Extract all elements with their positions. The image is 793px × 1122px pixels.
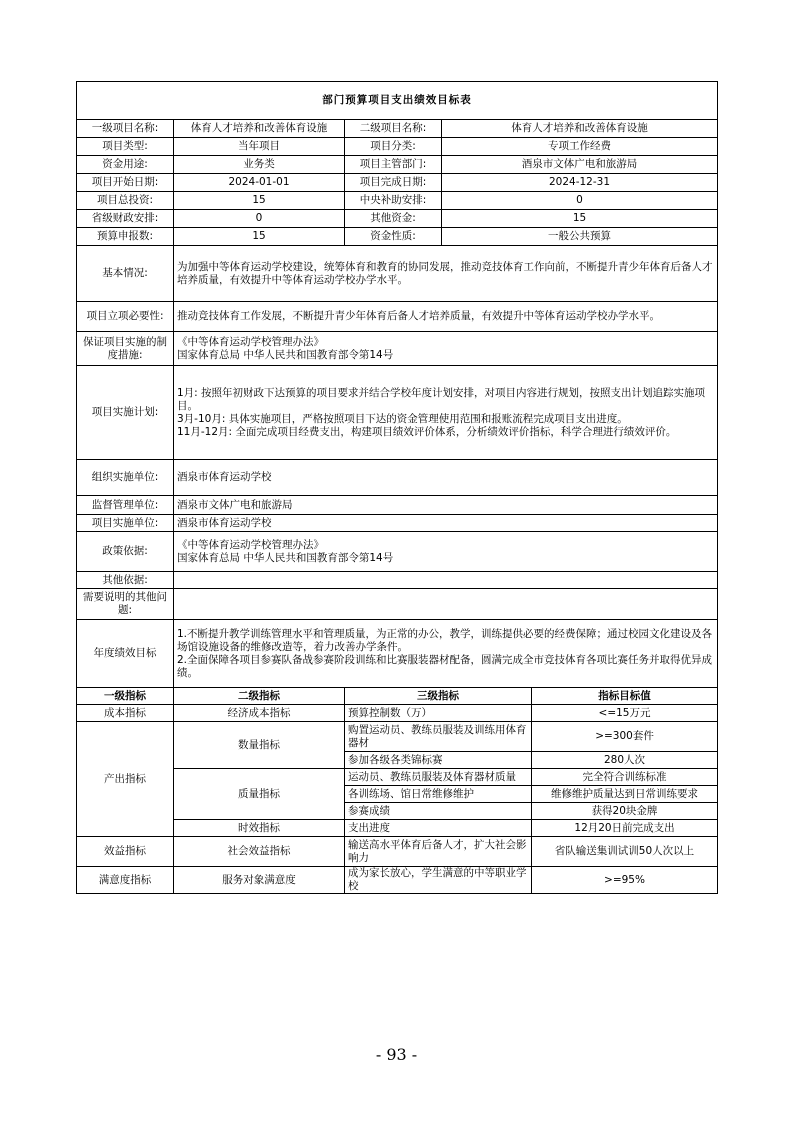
time-l3: 支出进度: [345, 820, 532, 837]
info-value: 专项工作经费: [442, 138, 718, 156]
benefit-l2: 社会效益指标: [174, 837, 345, 867]
cost-l2: 经济成本指标: [174, 705, 345, 722]
info-label: 项目总投资:: [77, 192, 174, 210]
info-label: 省级财政安排:: [77, 210, 174, 228]
q2-value: 280人次: [532, 752, 718, 769]
info-label: 二级项目名称:: [345, 120, 442, 138]
plan-label: 项目实施计划:: [77, 366, 174, 460]
impl-unit-label: 项目实施单位:: [77, 515, 174, 532]
impl-unit-row: [77, 515, 718, 532]
org-unit-row: [77, 460, 718, 496]
other-notes-row: [77, 589, 718, 620]
benefit-value: 省队输送集训试训50人次以上: [532, 837, 718, 867]
info-value: 15: [442, 210, 718, 228]
table-row: [77, 820, 718, 837]
plan-row: [77, 366, 718, 460]
cost-l3: 预算控制数（万）: [345, 705, 532, 722]
info-row: [77, 174, 718, 192]
output-l1: 产出指标: [77, 722, 174, 837]
m2-l3: 各训练场、馆日常维修维护: [345, 786, 532, 803]
info-label: 项目分类:: [345, 138, 442, 156]
time-l2: 时效指标: [174, 820, 345, 837]
table-row: [77, 722, 718, 752]
policy-row: [77, 532, 718, 572]
cost-value: <=15万元: [532, 705, 718, 722]
info-value: 0: [174, 210, 345, 228]
performance-table-sheet: [76, 81, 717, 894]
m2-value: 维修维护质量达到日常训练要求: [532, 786, 718, 803]
basic-label: 基本情况:: [77, 246, 174, 302]
info-label: 预算申报数:: [77, 228, 174, 246]
info-value: 当年项目: [174, 138, 345, 156]
annual-goal-label: 年度绩效目标: [77, 620, 174, 688]
info-value: 2024-12-31: [442, 174, 718, 192]
policy-text: 《中等体育运动学校管理办法》 国家体育总局 中华人民共和国教育部令第14号: [174, 532, 718, 572]
header-level2: 二级指标: [174, 688, 345, 705]
info-value: 一般公共预算: [442, 228, 718, 246]
satisfaction-l3: 成为家长放心，学生满意的中等职业学校: [345, 867, 532, 894]
guarantee-label: 保证项目实施的制度措施:: [77, 332, 174, 366]
info-value: 体育人才培养和改善体育设施: [442, 120, 718, 138]
org-unit-text: 酒泉市体育运动学校: [174, 460, 718, 496]
benefit-l1: 效益指标: [77, 837, 174, 867]
m1-l3: 运动员、教练员服装及体育器材质量: [345, 769, 532, 786]
table-row: [77, 867, 718, 894]
necessity-text: 推动竞技体育工作发展，不断提升青少年体育后备人才培养质量，有效提升中等体育运动学校办学水平。: [174, 302, 718, 332]
info-value: 0: [442, 192, 718, 210]
info-row: [77, 120, 718, 138]
info-value: 业务类: [174, 156, 345, 174]
performance-goal-table: [76, 81, 718, 894]
info-value: 15: [174, 228, 345, 246]
m1-value: 完全符合训练标准: [532, 769, 718, 786]
time-value: 12月20日前完成支出: [532, 820, 718, 837]
basic-row: [77, 246, 718, 302]
info-label: 一级项目名称:: [77, 120, 174, 138]
annual-goal-row: [77, 620, 718, 688]
cost-l1: 成本指标: [77, 705, 174, 722]
table-row: [77, 837, 718, 867]
other-basis-label: 其他依据:: [77, 572, 174, 589]
info-value: 15: [174, 192, 345, 210]
info-label: 资金性质:: [345, 228, 442, 246]
info-value: 体育人才培养和改善体育设施: [174, 120, 345, 138]
table-title: 部门预算项目支出绩效目标表: [77, 82, 718, 120]
info-value: 酒泉市文体广电和旅游局: [442, 156, 718, 174]
info-label: 项目完成日期:: [345, 174, 442, 192]
indicator-header-row: [77, 688, 718, 705]
guarantee-row: [77, 332, 718, 366]
info-label: 资金用途:: [77, 156, 174, 174]
guarantee-text: 《中等体育运动学校管理办法》 国家体育总局 中华人民共和国教育部令第14号: [174, 332, 718, 366]
m3-value: 获得20块金牌: [532, 803, 718, 820]
org-unit-label: 组织实施单位:: [77, 460, 174, 496]
info-row: [77, 228, 718, 246]
table-row: [77, 769, 718, 786]
info-label: 其他资金:: [345, 210, 442, 228]
necessity-label: 项目立项必要性:: [77, 302, 174, 332]
impl-unit-text: 酒泉市体育运动学校: [174, 515, 718, 532]
benefit-l3: 输送高水平体育后备人才，扩大社会影响力: [345, 837, 532, 867]
basic-text: 为加强中等体育运动学校建设，统筹体育和教育的协同发展，推动竞技体育工作向前，不断提升青少年体育后备人才培养质量，有效提升中等体育运动学校办学水平。: [174, 246, 718, 302]
other-basis-row: [77, 572, 718, 589]
table-row: [77, 705, 718, 722]
supervise-label: 监督管理单位:: [77, 496, 174, 515]
info-label: 项目类型:: [77, 138, 174, 156]
other-notes-text: [174, 589, 718, 620]
info-row: [77, 138, 718, 156]
info-row: [77, 192, 718, 210]
supervise-text: 酒泉市文体广电和旅游局: [174, 496, 718, 515]
satisfaction-l1: 满意度指标: [77, 867, 174, 894]
info-label: 项目主管部门:: [345, 156, 442, 174]
info-row: [77, 156, 718, 174]
satisfaction-l2: 服务对象满意度: [174, 867, 345, 894]
satisfaction-value: >=95%: [532, 867, 718, 894]
page-number: - 93 -: [375, 1045, 418, 1064]
supervise-row: [77, 496, 718, 515]
necessity-row: [77, 302, 718, 332]
header-level3: 三级指标: [345, 688, 532, 705]
other-basis-text: [174, 572, 718, 589]
info-value: 2024-01-01: [174, 174, 345, 192]
q2-l3: 参加各级各类锦标赛: [345, 752, 532, 769]
m3-l3: 参赛成绩: [345, 803, 532, 820]
header-target: 指标目标值: [532, 688, 718, 705]
annual-goal-text: 1.不断提升教学训练管理水平和管理质量，为正常的办公，教学，训练提供必要的经费保障；通过校园文化建设及各场馆设施设备的维修改造等，着力改善办学条件。 2.全面保障各项目参赛队备战参赛阶段训练和比赛服装器材配备，圆满完成全市竞技体育各项比赛任务并取得优异成绩。: [174, 620, 718, 688]
info-row: [77, 210, 718, 228]
q1-l3: 购置运动员、教练员服装及训练用体育器材: [345, 722, 532, 752]
info-label: 中央补助安排:: [345, 192, 442, 210]
info-label: 项目开始日期:: [77, 174, 174, 192]
plan-text: 1月: 按照年初财政下达预算的项目要求并结合学校年度计划安排，对项目内容进行规划，按照支出计划追踪实施项目。 3月-10月: 具体实施项目，严格按照项目下达的资金管理使用范围和报账流程完成项目支出进度。 11月-12月: 全面完成项目经费支出，构建项目绩效评价体系，分析绩效评价指标，科学合理进行绩效评价。: [174, 366, 718, 460]
policy-label: 政策依据:: [77, 532, 174, 572]
q1-value: >=300套件: [532, 722, 718, 752]
quality-l2: 质量指标: [174, 769, 345, 820]
quantity-l2: 数量指标: [174, 722, 345, 769]
other-notes-label: 需要说明的其他问题:: [77, 589, 174, 620]
header-level1: 一级指标: [77, 688, 174, 705]
